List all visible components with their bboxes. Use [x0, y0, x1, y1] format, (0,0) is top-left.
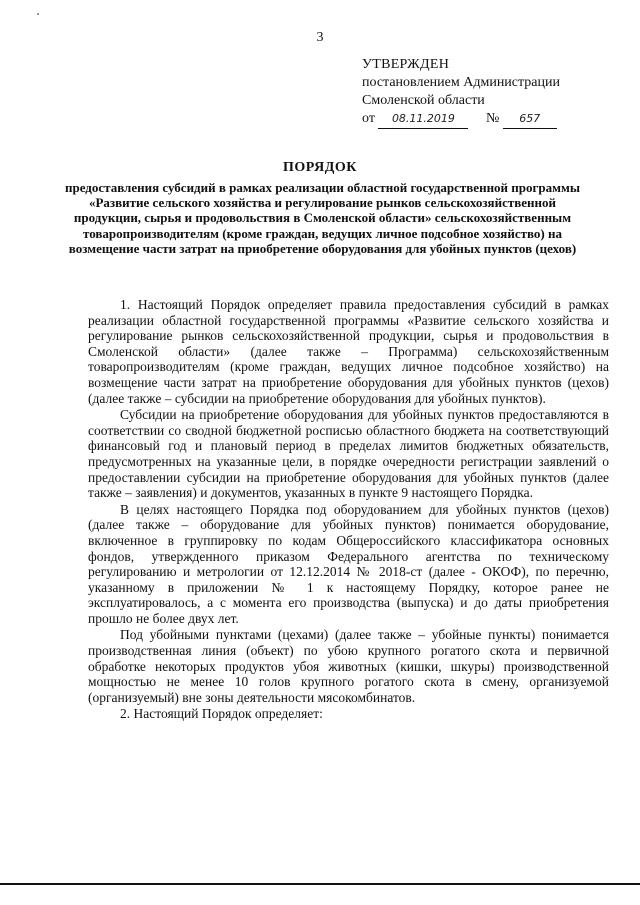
paragraph-5: 2. Настоящий Порядок определяет:	[120, 706, 323, 722]
paragraph-2: Субсидии на приобретение оборудования для убойных пунктов предоставляются в соответствии со сводной бюджетной росписью областного бюджета на соответствующий финансовый год и плановый период в пределах лимитов бюджетных обязательств, предусмотренных на указанные цели, в порядке очередности регистрации заявлений о предоставлении субсидии на приобретение оборудования для убойных пунктов (далее также – заявления) и документов, указанных в пункте 9 настоящего Порядка.	[88, 407, 609, 501]
from-label: от	[362, 111, 375, 126]
approval-date: 08.11.2019	[378, 110, 468, 129]
approval-line-2: Смоленской области	[362, 93, 485, 108]
document-body	[88, 297, 609, 722]
paragraph-1: 1. Настоящий Порядок определяет правила предоставления субсидий в рамках реализации областной государственной программы «Развитие сельского хозяйства и регулирование рынков сельскохозяйственной продукции, сырья и продовольствия в Смоленской области» (далее также – Программа) сельскохозяйственным товаропроизводителям (кроме граждан, ведущих личное подсобное хозяйство) на возмещение части затрат на приобретение оборудования для убойных пунктов (цехов) (далее также – субсидии на приобретение оборудования для убойных пунктов).	[88, 297, 609, 406]
page-bottom-rule	[0, 883, 640, 885]
approval-number: 657	[503, 110, 557, 129]
paragraph-4: Под убойными пунктами (цехами) (далее также – убойные пункты) понимается производственная линия (объект) по убою крупного рогатого скота и первичной обработке некоторых продуктов убоя животных (кишки, шкуры) производственной мощностью не менее 10 голов крупного рогатого скота в смену, организуемой (организуемый) вне зоны деятельности мясокомбинатов.	[88, 627, 609, 705]
scan-speck	[37, 13, 39, 15]
approval-heading: УТВЕРЖДЕН	[362, 57, 450, 72]
document-subtitle: предоставления субсидий в рамках реализации областной государственной программы «Развитие сельского хозяйства и регулирование рынков сельскохозяйственной продукции, сырья и продовольствия в Смоленской области» сельскохозяйственным товаропроизводителям (кроме граждан, ведущих личное подсобное хозяйство) на возмещение части затрат на приобретение оборудования для убойных пунктов (цехов)	[64, 180, 581, 256]
approval-date-number-line	[362, 110, 612, 129]
number-label: №	[485, 111, 500, 126]
approval-block	[362, 56, 612, 129]
approval-line-1: постановлением Администрации	[362, 75, 560, 90]
page-number: 3	[316, 30, 324, 45]
document-title: ПОРЯДОК	[283, 160, 357, 175]
paragraph-3: В целях настоящего Порядка под оборудованием для убойных пунктов (цехов) (далее также – оборудование для убойных пунктов) понимается оборудование, включенное в группировку по кодам Общероссийского классификатора основных фондов, утвержденного приказом Федерального агентства по техническому регулированию и метрологии от 12.12.2014 № 2018-ст (далее - ОКОФ), по перечню, указанному в приложении № 1 к настоящему Порядку, которое ранее не эксплуатировалось, а с момента его производства (выпуска) и до даты приобретения прошло не более двух лет.	[88, 501, 609, 626]
